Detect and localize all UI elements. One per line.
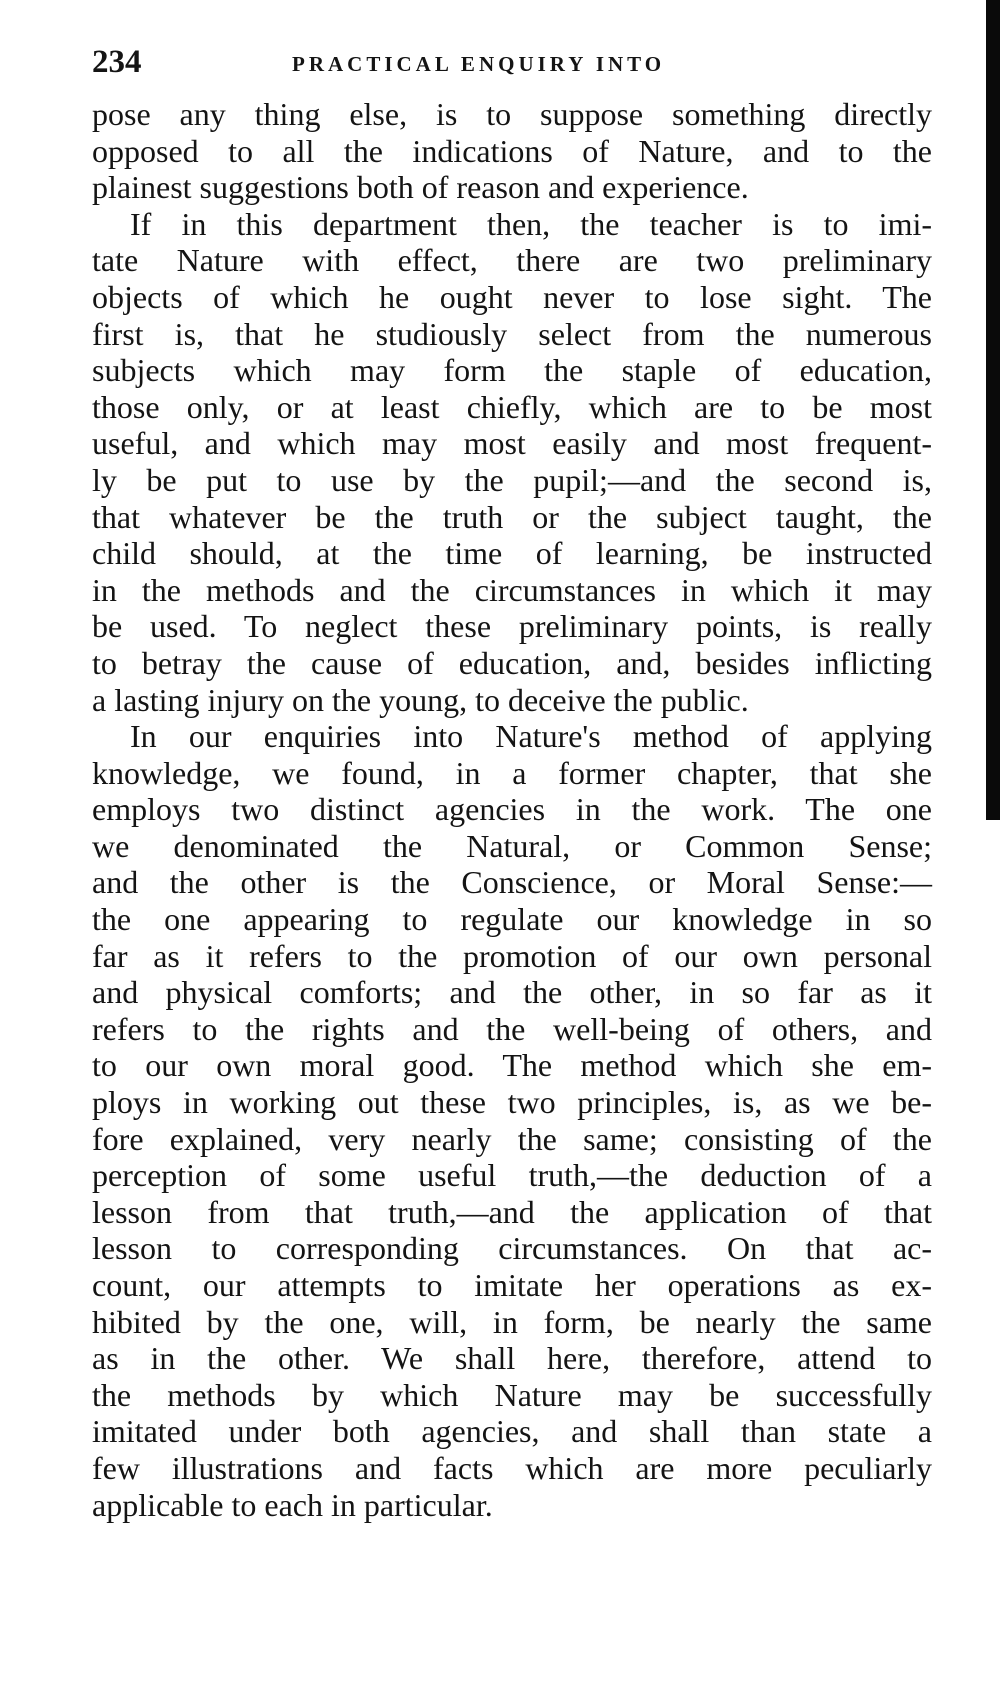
text-line: we denominated the Natural, or Common Sense;	[92, 827, 932, 864]
page-header	[92, 42, 932, 82]
text-line: refers to the rights and the well-being of others, and	[92, 1010, 932, 1047]
text-line: few illustrations and facts which are more peculiarly	[92, 1449, 932, 1486]
text-line: subjects which may form the staple of education,	[92, 352, 932, 389]
body-text	[92, 96, 932, 1523]
text-line: If in this department then, the teacher is to imi-	[130, 205, 932, 242]
text-line: that whatever be the truth or the subject taught, the	[92, 498, 932, 535]
text-line: employs two distinct agencies in the work. The one	[92, 791, 932, 828]
text-line: opposed to all the indications of Nature, and to the	[92, 132, 932, 169]
text-line: knowledge, we found, in a former chapter, that she	[92, 754, 932, 791]
text-line: be used. To neglect these preliminary points, is really	[92, 608, 932, 645]
text-line: imitated under both agencies, and shall than state a	[92, 1413, 932, 1450]
page-edge-shadow	[986, 0, 1000, 820]
text-line: in the methods and the circumstances in which it may	[92, 571, 932, 608]
text-line: to our own moral good. The method which she em-	[92, 1047, 932, 1084]
text-line: and physical comforts; and the other, in so far as it	[92, 974, 932, 1011]
text-line: In our enquiries into Nature's method of applying	[130, 718, 932, 755]
text-line: plainest suggestions both of reason and experience.	[92, 169, 749, 206]
text-line: fore explained, very nearly the same; consisting of the	[92, 1120, 932, 1157]
text-line: as in the other. We shall here, therefore, attend to	[92, 1340, 932, 1377]
page-number: 234	[92, 44, 142, 80]
paragraph	[92, 718, 932, 1523]
paragraph	[92, 96, 932, 206]
text-line: child should, at the time of learning, be instructed	[92, 535, 932, 572]
text-line: those only, or at least chiefly, which are to be most	[92, 388, 932, 425]
text-line: lesson from that truth,—and the application of that	[92, 1193, 932, 1230]
text-line: pose any thing else, is to suppose something directly	[92, 96, 932, 132]
text-line: lesson to corresponding circumstances. On that ac-	[92, 1230, 932, 1267]
text-line: applicable to each in particular.	[92, 1486, 493, 1523]
text-line: perception of some useful truth,—the deduction of a	[92, 1157, 932, 1194]
text-line: the methods by which Nature may be successfully	[92, 1376, 932, 1413]
text-line: tate Nature with effect, there are two preliminary	[92, 242, 932, 279]
text-line: a lasting injury on the young, to deceive the public.	[92, 681, 749, 718]
text-line: objects of which he ought never to lose sight. The	[92, 278, 932, 315]
text-line: hibited by the one, will, in form, be nearly the same	[92, 1303, 932, 1340]
text-line: count, our attempts to imitate her operations as ex-	[92, 1267, 932, 1303]
text-line: first is, that he studiously select from the numerous	[92, 315, 932, 352]
text-line: to betray the cause of education, and, besides inflicting	[92, 644, 932, 681]
text-line: and the other is the Conscience, or Moral Sense:—	[92, 864, 932, 901]
text-line: the one appearing to regulate our knowledge in so	[92, 901, 932, 938]
running-head: PRACTICAL ENQUIRY INTO	[292, 52, 666, 76]
text-line: ploys in working out these two principles, is, as we be-	[92, 1084, 932, 1121]
text-line: ly be put to use by the pupil;—and the second is,	[92, 461, 932, 498]
text-line: far as it refers to the promotion of our own personal	[92, 937, 932, 974]
text-line: useful, and which may most easily and most frequent-	[92, 425, 932, 462]
paragraph	[92, 206, 932, 718]
